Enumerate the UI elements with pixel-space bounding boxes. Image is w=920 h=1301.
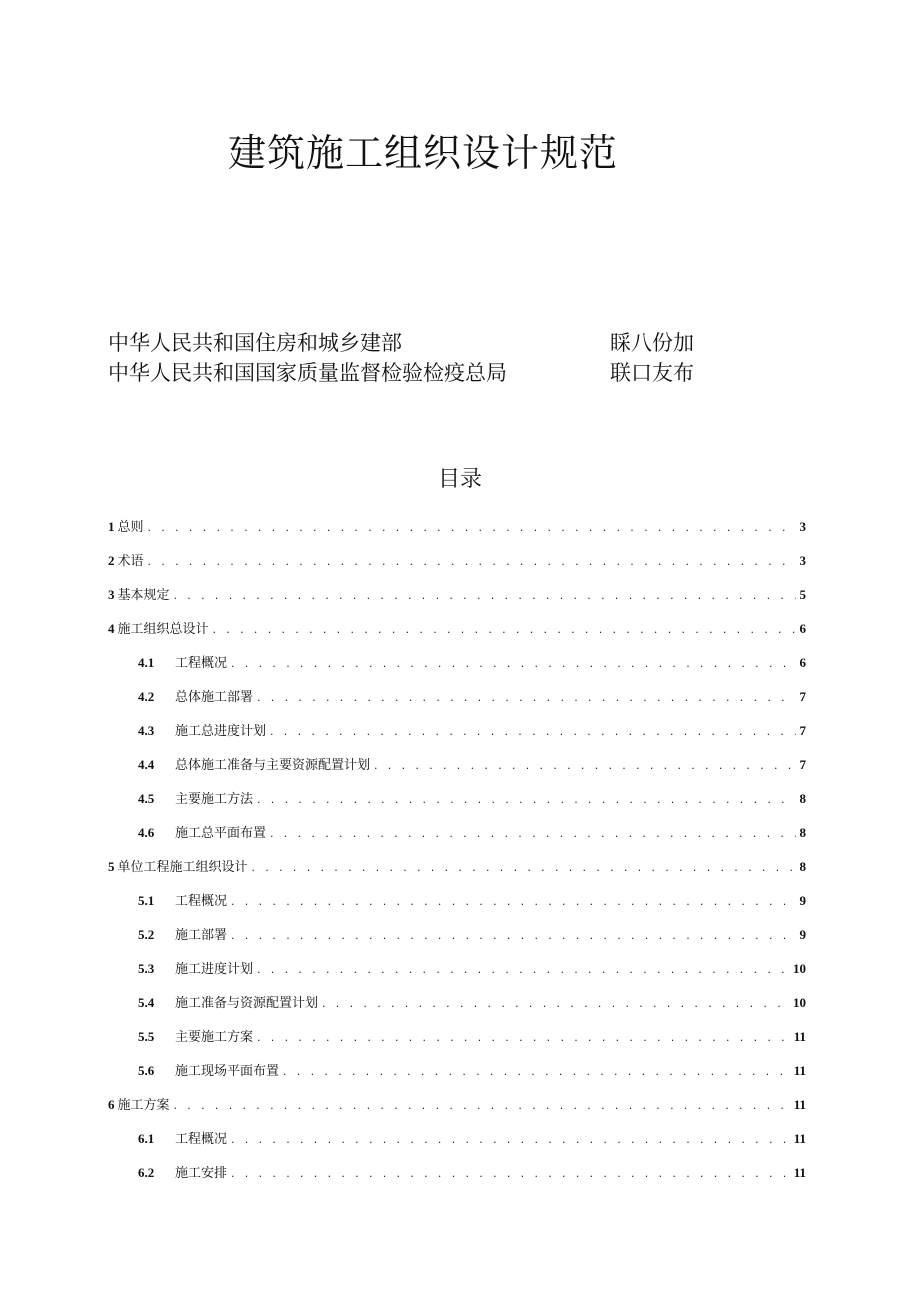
toc-leader-dots — [322, 987, 789, 1021]
toc-entry-label: 施工准备与资源配置计划 — [175, 996, 319, 1011]
toc-entry-page: 8 — [799, 825, 806, 840]
toc-entry-page: 9 — [799, 893, 806, 908]
toc-entry[interactable] — [108, 884, 806, 918]
toc-entry-label: 施工总进度计划 — [175, 724, 267, 739]
toc-entry-number: 4.4 — [138, 757, 155, 772]
toc-entry-page: 10 — [793, 995, 806, 1010]
toc-entry-page: 10 — [793, 961, 806, 976]
toc-leader-dots — [231, 1123, 790, 1157]
toc-entry-label: 施工现场平面布置 — [175, 1064, 280, 1079]
toc-leader-dots — [174, 1089, 790, 1123]
toc-entry[interactable] — [108, 952, 806, 986]
toc-entry-page: 11 — [793, 1097, 806, 1112]
toc-leader-dots — [283, 1055, 790, 1089]
toc-leader-dots — [270, 715, 795, 749]
publisher-ministry-housing: 中华人民共和国住房和城乡建部 — [108, 331, 402, 355]
toc-entry[interactable] — [108, 1054, 806, 1088]
toc-entry[interactable] — [108, 510, 806, 544]
toc-entry-label: 单位工程施工组织设计 — [117, 860, 248, 875]
toc-entry-page: 8 — [799, 859, 806, 874]
toc-leader-dots — [148, 511, 796, 545]
toc-entry[interactable] — [108, 816, 806, 850]
toc-entry-number: 4 — [108, 621, 115, 636]
toc-entry-label: 基本规定 — [117, 588, 170, 603]
toc-entry-label: 施工组织总设计 — [117, 622, 209, 637]
toc-entry-label: 施工安排 — [175, 1166, 228, 1181]
toc-entry[interactable] — [108, 578, 806, 612]
toc-entry-number: 6.1 — [138, 1131, 155, 1146]
toc-leader-dots — [148, 545, 796, 579]
toc-entry-number: 6.2 — [138, 1165, 155, 1180]
toc-entry[interactable] — [108, 1156, 806, 1190]
toc-leader-dots — [257, 953, 789, 987]
table-of-contents — [108, 510, 806, 1190]
toc-leader-dots — [231, 885, 795, 919]
toc-entry-number: 4.3 — [138, 723, 155, 738]
toc-entry[interactable] — [108, 646, 806, 680]
toc-entry[interactable] — [108, 850, 806, 884]
toc-entry[interactable] — [108, 680, 806, 714]
toc-entry[interactable] — [108, 544, 806, 578]
toc-heading: 目录 — [437, 467, 482, 492]
toc-entry-number: 2 — [108, 553, 115, 568]
toc-entry-page: 3 — [799, 519, 806, 534]
toc-entry-page: 6 — [799, 655, 806, 670]
toc-entry-number: 4.5 — [138, 791, 155, 806]
toc-entry-number: 5.2 — [138, 927, 155, 942]
toc-leader-dots — [231, 647, 795, 681]
toc-leader-dots — [374, 749, 795, 783]
toc-leader-dots — [257, 1021, 790, 1055]
toc-entry-number: 3 — [108, 587, 115, 602]
toc-entry-label: 工程概况 — [175, 656, 228, 671]
toc-entry-label: 工程概况 — [175, 1132, 228, 1147]
toc-entry-page: 3 — [799, 553, 806, 568]
toc-entry-number: 5 — [108, 859, 115, 874]
toc-leader-dots — [213, 613, 796, 647]
toc-entry-number: 4.6 — [138, 825, 155, 840]
toc-entry-page: 9 — [799, 927, 806, 942]
toc-entry-number: 6 — [108, 1097, 115, 1112]
toc-entry-label: 工程概况 — [175, 894, 228, 909]
toc-entry[interactable] — [108, 612, 806, 646]
toc-entry[interactable] — [108, 1088, 806, 1122]
toc-leader-dots — [231, 1157, 790, 1191]
toc-entry-label: 施工方案 — [117, 1098, 170, 1113]
toc-entry-number: 5.6 — [138, 1063, 155, 1078]
toc-entry-page: 7 — [799, 723, 806, 738]
toc-leader-dots — [257, 681, 795, 715]
toc-entry-label: 术语 — [117, 554, 144, 569]
toc-entry-page: 11 — [793, 1165, 806, 1180]
toc-entry-page: 7 — [799, 757, 806, 772]
toc-leader-dots — [252, 851, 796, 885]
toc-entry-number: 4.1 — [138, 655, 155, 670]
toc-leader-dots — [257, 783, 795, 817]
toc-entry-page: 11 — [793, 1131, 806, 1146]
toc-entry-page: 11 — [793, 1063, 806, 1078]
publisher-quality-administration: 中华人民共和国国家质量监督检验检疫总局 — [108, 361, 507, 385]
document-title: 建筑施工组织设计规范 — [228, 131, 619, 175]
toc-entry[interactable] — [108, 748, 806, 782]
toc-entry-number: 5.5 — [138, 1029, 155, 1044]
toc-entry-label: 主要施工方案 — [175, 1030, 254, 1045]
toc-leader-dots — [231, 919, 795, 953]
toc-entry-page: 7 — [799, 689, 806, 704]
toc-entry-label: 总则 — [117, 520, 144, 535]
toc-entry[interactable] — [108, 918, 806, 952]
toc-entry-page: 6 — [799, 621, 806, 636]
toc-entry-label: 施工部署 — [175, 928, 228, 943]
toc-entry-number: 4.2 — [138, 689, 155, 704]
toc-entry[interactable] — [108, 782, 806, 816]
toc-entry-label: 主要施工方法 — [175, 792, 254, 807]
toc-entry-label: 施工总平面布置 — [175, 826, 267, 841]
toc-entry-label: 总体施工部署 — [175, 690, 254, 705]
toc-entry-number: 1 — [108, 519, 115, 534]
toc-entry-label: 总体施工准备与主要资源配置计划 — [175, 758, 371, 773]
toc-entry-number: 5.3 — [138, 961, 155, 976]
toc-entry[interactable] — [108, 1020, 806, 1054]
toc-entry-page: 11 — [793, 1029, 806, 1044]
toc-entry-number: 5.4 — [138, 995, 155, 1010]
toc-entry-label: 施工进度计划 — [175, 962, 254, 977]
toc-entry[interactable] — [108, 986, 806, 1020]
toc-leader-dots — [174, 579, 796, 613]
toc-entry[interactable] — [108, 714, 806, 748]
toc-entry-number: 5.1 — [138, 893, 155, 908]
publisher-joint-note-1: 睬八份加 — [610, 331, 694, 355]
toc-leader-dots — [270, 817, 795, 851]
toc-entry-page: 5 — [799, 587, 806, 602]
toc-entry[interactable] — [108, 1122, 806, 1156]
publisher-joint-note-2: 联口友布 — [610, 361, 694, 385]
toc-entry-page: 8 — [799, 791, 806, 806]
